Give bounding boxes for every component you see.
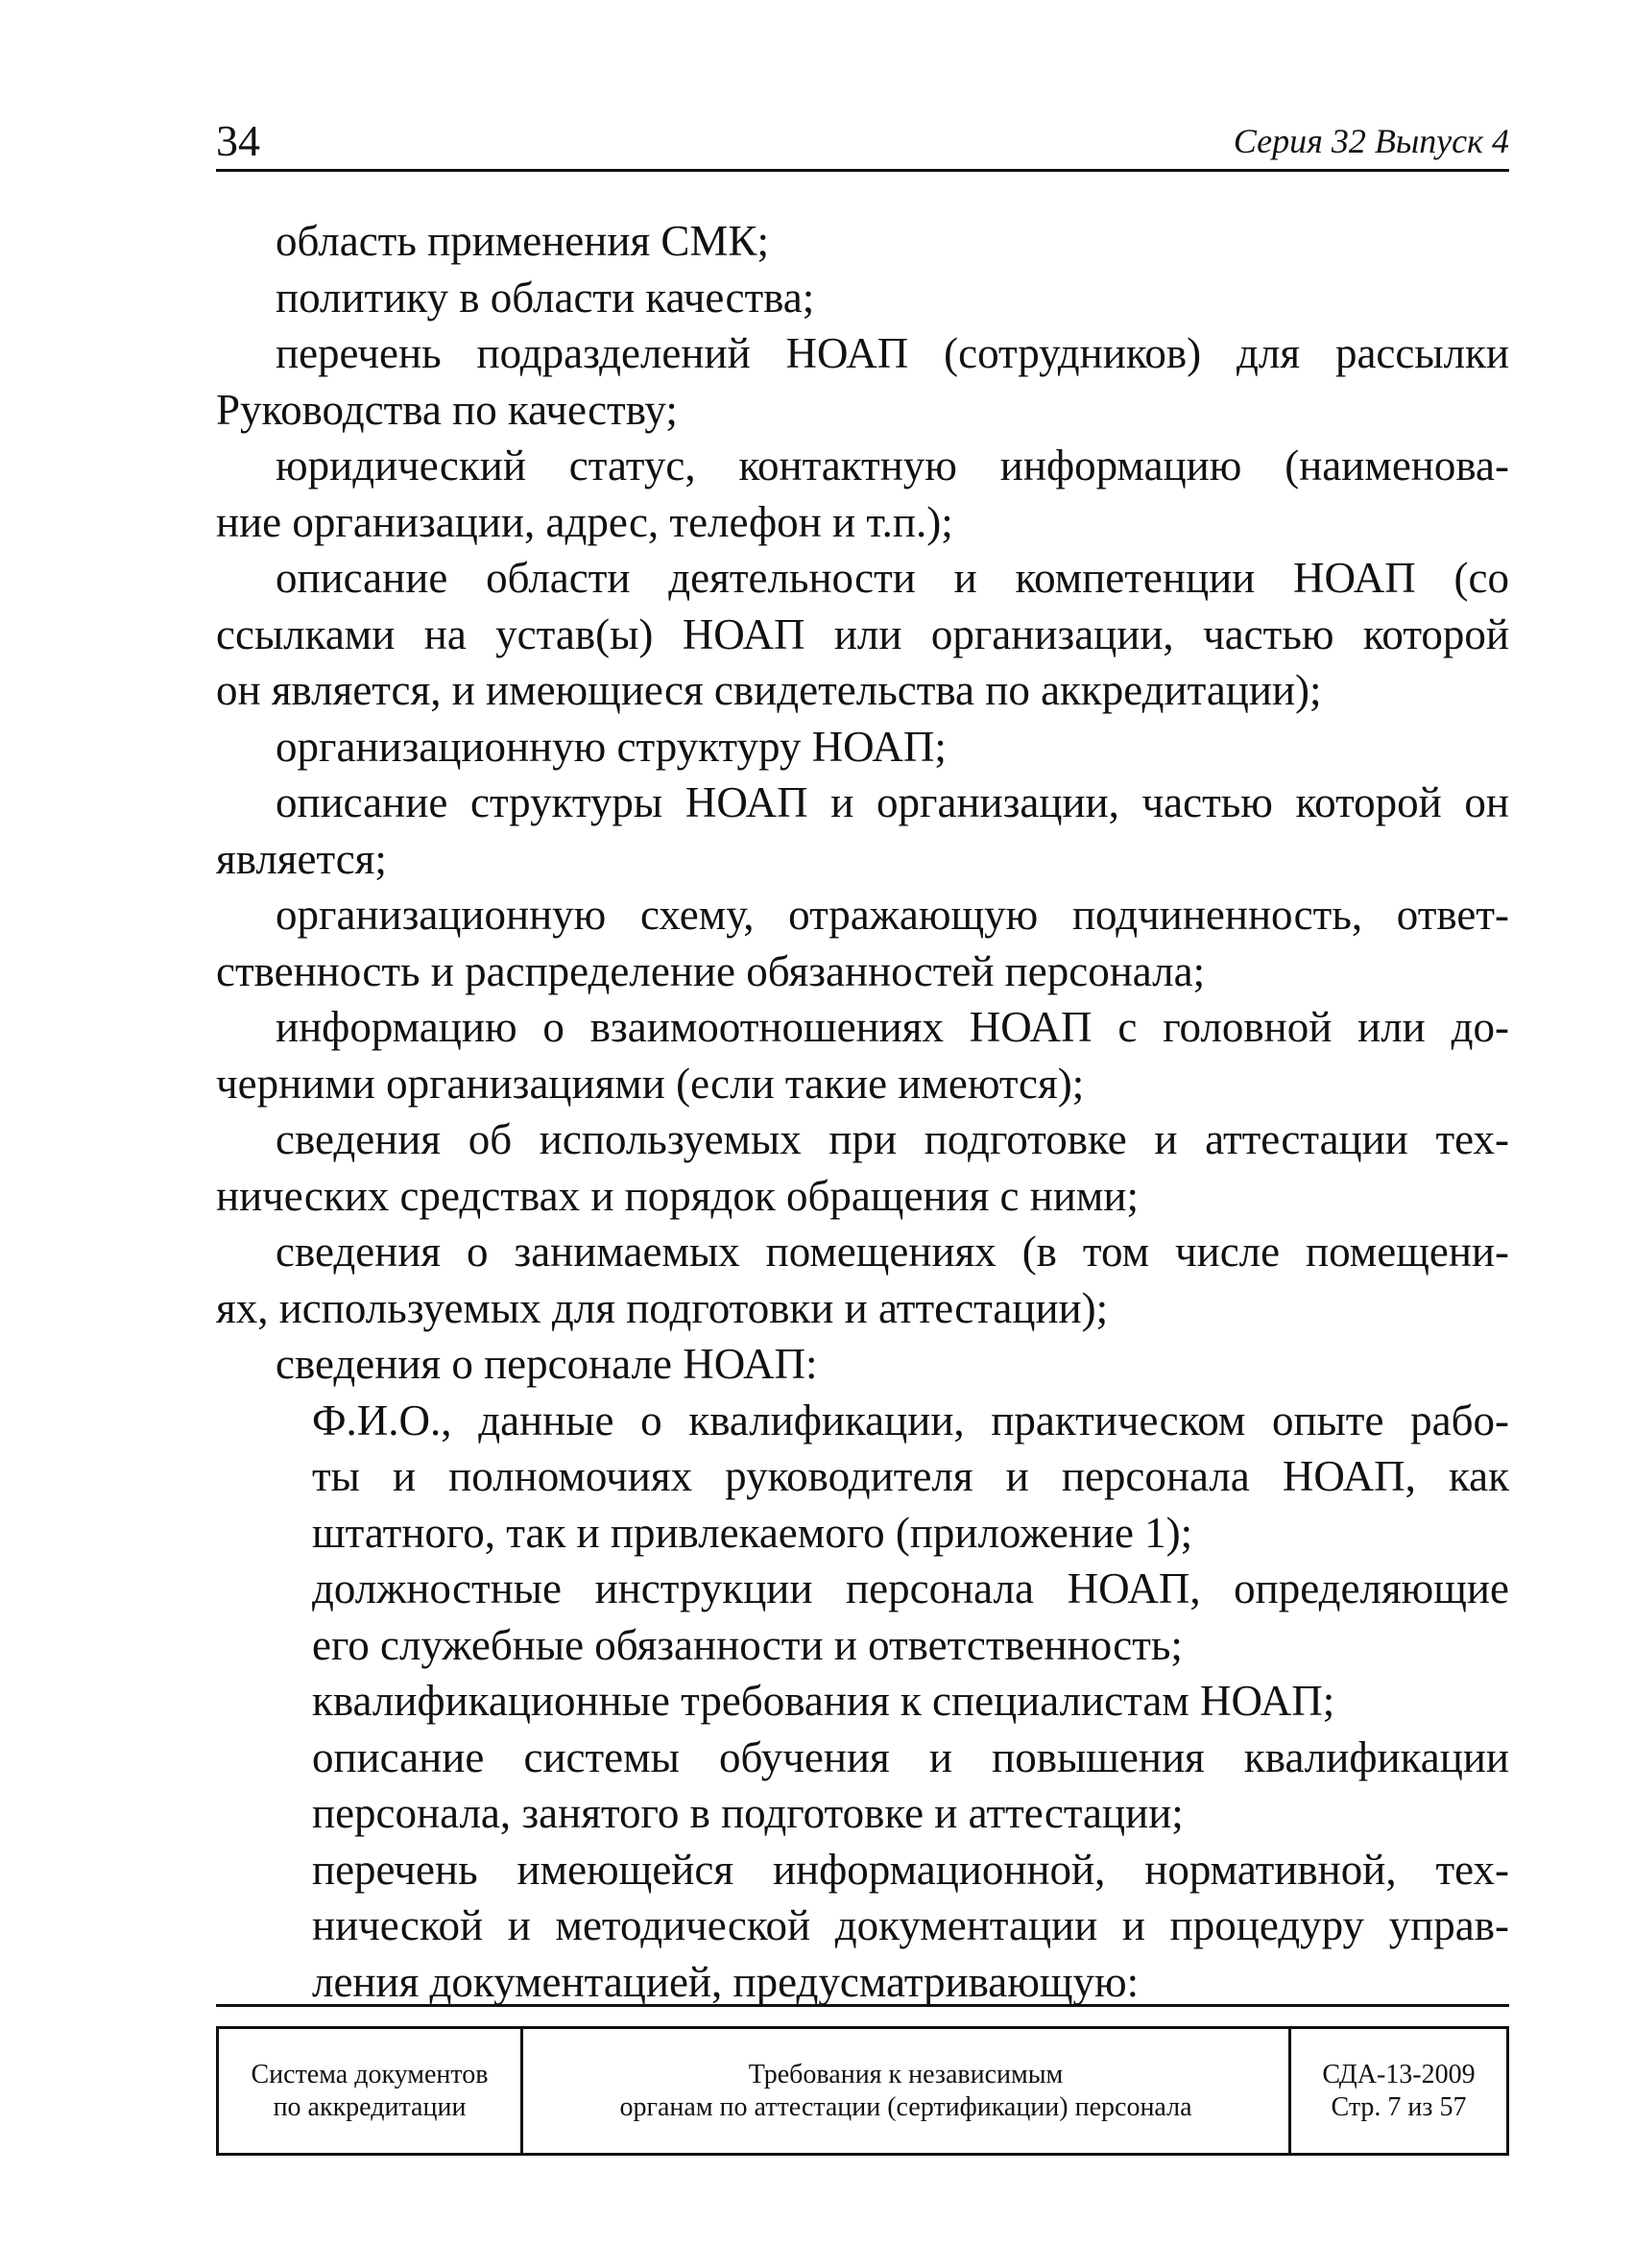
list-item: описание структуры НОАП и организации, частью которой он является; bbox=[216, 778, 1509, 883]
sub-list-item: квалификационные требования к специалистам НОАП; bbox=[312, 1677, 1335, 1725]
footer-title-line: Требования к независимым bbox=[748, 2059, 1064, 2089]
sub-list-item: Ф.И.О., данные о квалификации, практическом опыте рабо- ты и полномочиях руководителя и персонала НОАП, как штатного, так и привлекаемого (приложение 1); bbox=[312, 1396, 1509, 1557]
list-item: организационную структуру НОАП; bbox=[276, 722, 947, 771]
list-item: перечень подразделений НОАП (сотрудников) для рассылки Руководства по качеству; bbox=[216, 329, 1509, 434]
list-item: описание области деятельности и компетенции НОАП (со ссылками на устав(ы) НОАП или организации, частью которой он является, и имеющиеся свидетельства по аккредитации); bbox=[216, 554, 1509, 714]
sub-list-item: описание системы обучения и повышения квалификации персонала, занятого в подготовке и аттестации; bbox=[312, 1732, 1509, 1837]
page-info: Стр. 7 из 57 bbox=[1331, 2091, 1467, 2122]
list-item: организационную схему, отражающую подчиненность, ответ- ственность и распределение обязанностей персонала; bbox=[216, 891, 1509, 995]
list-item: юридический статус, контактную информацию (наименова- ние организации, адрес, телефон и т.п.); bbox=[216, 442, 1509, 546]
list-item: сведения о персонале НОАП: bbox=[276, 1340, 818, 1388]
document-code: СДА-13-2009 bbox=[1322, 2059, 1476, 2089]
footer-system-line: по аккредитации bbox=[273, 2091, 467, 2122]
footer-system-line: Система документов bbox=[251, 2059, 489, 2089]
list-item: сведения о занимаемых помещениях (в том числе помещени- ях, используемых для подготовки и аттестации); bbox=[216, 1228, 1509, 1332]
footer-divider bbox=[216, 2004, 1509, 2007]
list-item: политику в области качества; bbox=[276, 273, 815, 322]
sub-list-item: должностные инструкции персонала НОАП, определяющие его служебные обязанности и ответственность; bbox=[312, 1564, 1509, 1669]
footer-table bbox=[216, 2026, 1509, 2156]
page-number: 34 bbox=[216, 116, 260, 165]
footer-title-line: органам по аттестации (сертификации) персонала bbox=[619, 2091, 1192, 2122]
list-item: информацию о взаимоотношениях НОАП с головной или до- черними организациями (если такие имеются); bbox=[216, 1003, 1509, 1108]
footer-title-cell bbox=[523, 2029, 1291, 2153]
footer-code-cell bbox=[1291, 2029, 1506, 2153]
series-title: Серия 32 Выпуск 4 bbox=[1233, 122, 1509, 160]
sub-list-item: перечень имеющейся информационной, нормативной, тех- нической и методической документации и процедуру управ- ления документацией, предусматривающую: bbox=[312, 1845, 1509, 2006]
document-body bbox=[216, 213, 1509, 2010]
list-item: сведения об используемых при подготовке и аттестации тех- нических средствах и порядок обращения с ними; bbox=[216, 1115, 1509, 1220]
list-item: область применения СМК; bbox=[276, 217, 769, 265]
page-header bbox=[216, 113, 1509, 172]
footer-system-cell bbox=[219, 2029, 523, 2153]
